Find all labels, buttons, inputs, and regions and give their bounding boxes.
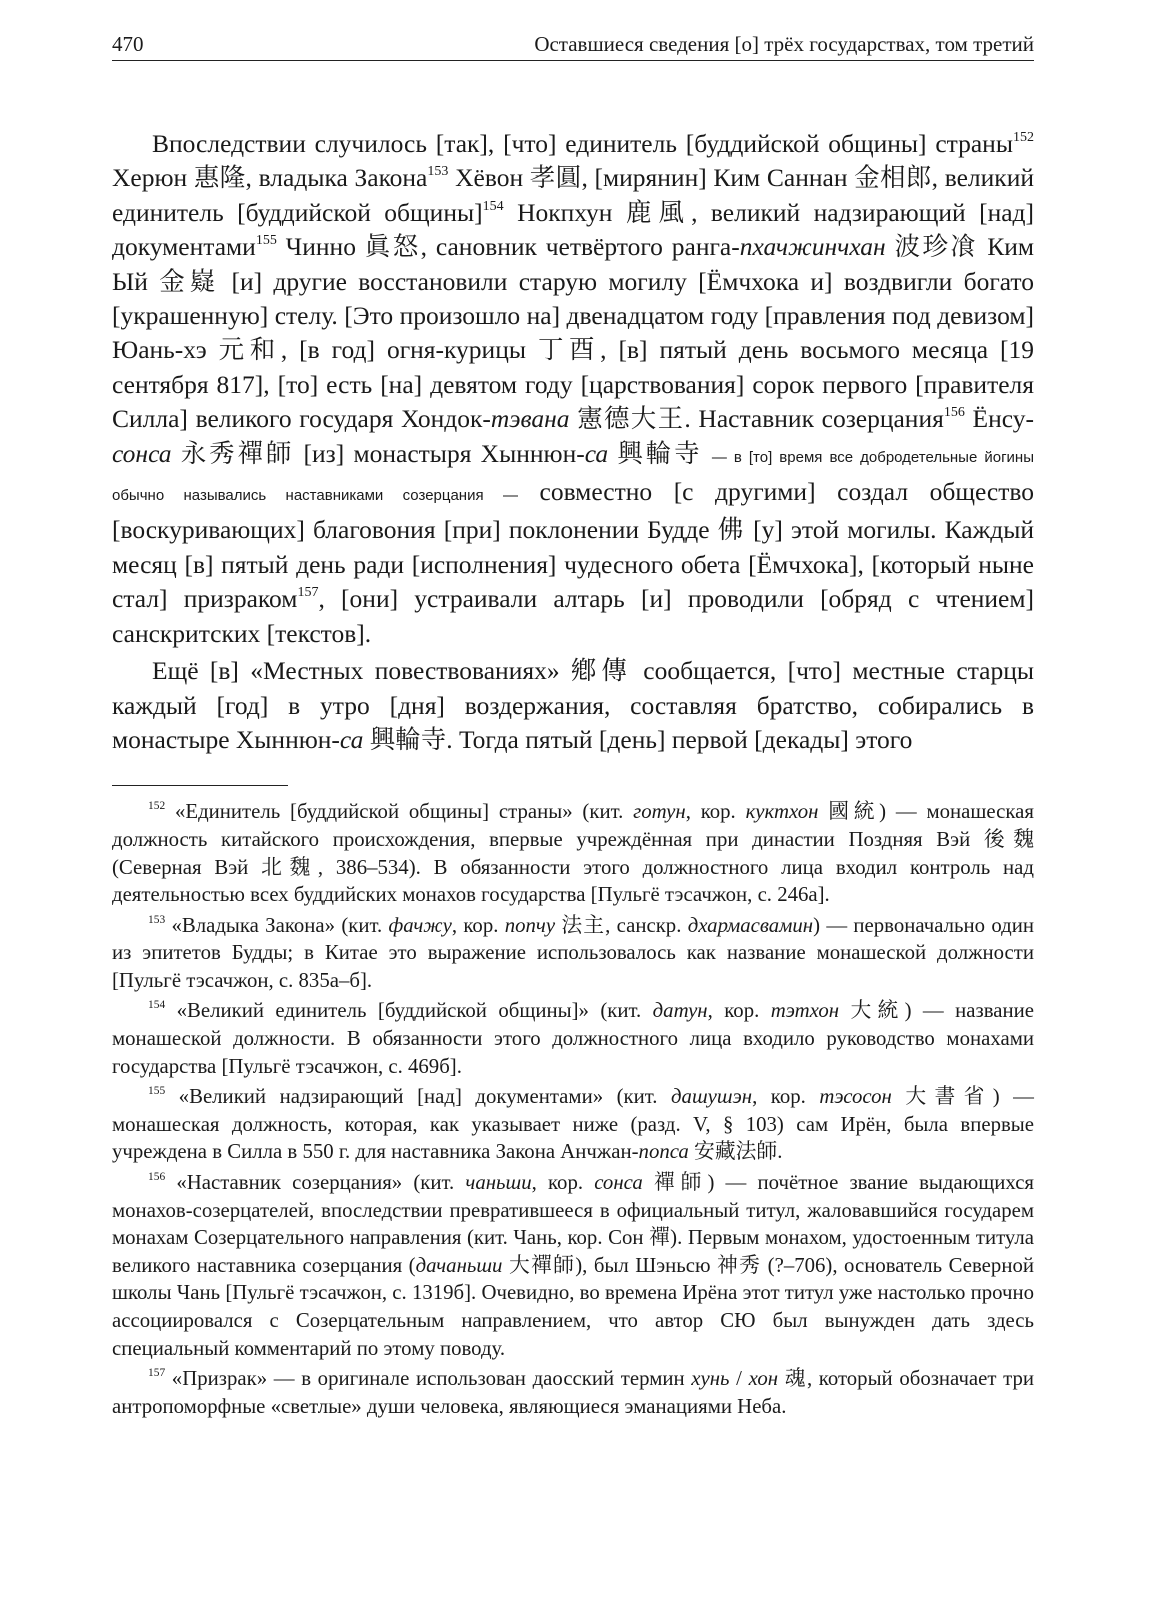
main-text (112, 127, 1034, 757)
footnote-152: $^{152}$ «Единитель [буддийской общины] страны» (кит. готун, кор. куктхон 國統) — монашеская должность китайского происхождения, впервые учреждённая при династии Поздняя Вэй 後魏 (Северная Вэй 北魏, 386–534). В обязанности этого должностного лица входил контроль над деятельностью всех буддийских монахов государства [Пульгё тэсачжон, с. 246а]. (112, 800, 1034, 907)
footnote-153: $^{153}$ «Владыка Закона» (кит. фачжу, кор. попчу 法主, санскр. дхармасвамин) — первоначально один из эпитетов Будды; в Китае это выражение использовалось как название монашеской должности [Пульгё тэсачжон, с. 835а–б]. (112, 913, 1034, 992)
page-number: 470 (112, 32, 144, 56)
footnote-156: $^{156}$ «Наставник созерцания» (кит. чаньши, кор. сонса 禪師) — почётное звание выдающихся монахов-созерцателей, впоследствии превратившееся в официальный титул, жаловавшийся государем монахам Созерцательного направления (кит. Чань, кор. Сон 禪). Первым монахом, удостоенным титула великого наставника созерцания (дачаньши 大禪師), был Шэньсю 神秀 (?–706), основатель Северной школы Чань [Пульгё тэсачжон, с. 1319б]. Очевидно, во времена Ирёна этот титул уже настолько прочно ассоциировался с Созерцательным направлением, что автор СЮ был вынужден дать здесь специальный комментарий по этому поводу. (112, 1170, 1034, 1360)
footnote-separator (112, 785, 288, 786)
paragraph: Впоследствии случилось [так], [что] единитель [буддийской общины] страны$^{152}$ Херюн 惠隆, владыка Закона$^{153}$ Хёвон 孝圓, [мирянин] Ким Саннан 金相郎, великий единитель [буддийской общины]$^{154}$ Нокпхун 鹿風, великий надзирающий [над] документами$^{155}$ Чинно 眞怒, сановник четвёртого ранга-пхачжинчхан 波珍飡 Ким Ый 金嶷 [и] другие восстановили старую могилу [Ёмчхока и] воздвигли богато [украшенную] стелу. [Это произошло на] двенадцатом году [правления под девизом] Юань-хэ 元和, [в год] огня-курицы 丁酉, [в] пятый день восьмого месяца [19 сентября 817], [то] есть [на] девятом году [царствования] сорок первого [правителя Силла] великого государя Хондок-тэвана 憲德大王. Наставник созерцания$^{156}$ Ёнсу-сонса 永秀禪師 [из] монастыря Хыннюн-са 興輪寺 — в [то] время все добродетельные йогины обычно назывались наставниками созерцания — совместно [с другими] создал общество [воскуривающих] благовония [при] поклонении Будде 佛 [у] этой могилы. Каждый месяц [в] пятый день ради [исполнения] чудесного обета [Ёмчхока], [который ныне стал] призраком$^{157}$, [они] устраивали алтарь [и] проводили [обряд с чтением] санскритских [текстов]. (112, 129, 1035, 648)
paragraph: Ещё [в] «Местных повествованиях» 鄕傳 сообщается, [что] местные старцы каждый [год] в утро [дня] воздержания, составляя братство, собирались в монастыре Хыннюн-са 興輪寺. Тогда пятый [день] первой [декады] этого (112, 656, 1034, 754)
running-title: Оставшиеся сведения [о] трёх государствах, том третий (534, 32, 1034, 56)
running-header (112, 28, 1034, 61)
footnote-154: $^{154}$ «Великий единитель [буддийской общины]» (кит. датун, кор. тэтхон 大統) — название монашеской должности. В обязанности этого должностного лица входило руководство монахами государства [Пульгё тэсачжон, с. 469б]. (112, 999, 1034, 1078)
footnotes (112, 798, 1034, 1420)
footnote-157: $^{157}$ «Призрак» — в оригинале использован даосский термин хунь / хон 魂, который обозначает три антропоморфные «светлые» души человека, являющиеся эманациями Неба. (112, 1367, 1034, 1418)
footnote-155: $^{155}$ «Великий надзирающий [над] документами» (кит. дашушэн, кор. тэсосон 大書省) — монашеская должность, которая, как указывает ниже (разд. V, § 103) сам Ирён, была впервые учреждена в Силла в 550 г. для наставника Закона Анчжан-попса 安藏法師. (112, 1085, 1034, 1164)
book-page (112, 28, 1034, 1423)
